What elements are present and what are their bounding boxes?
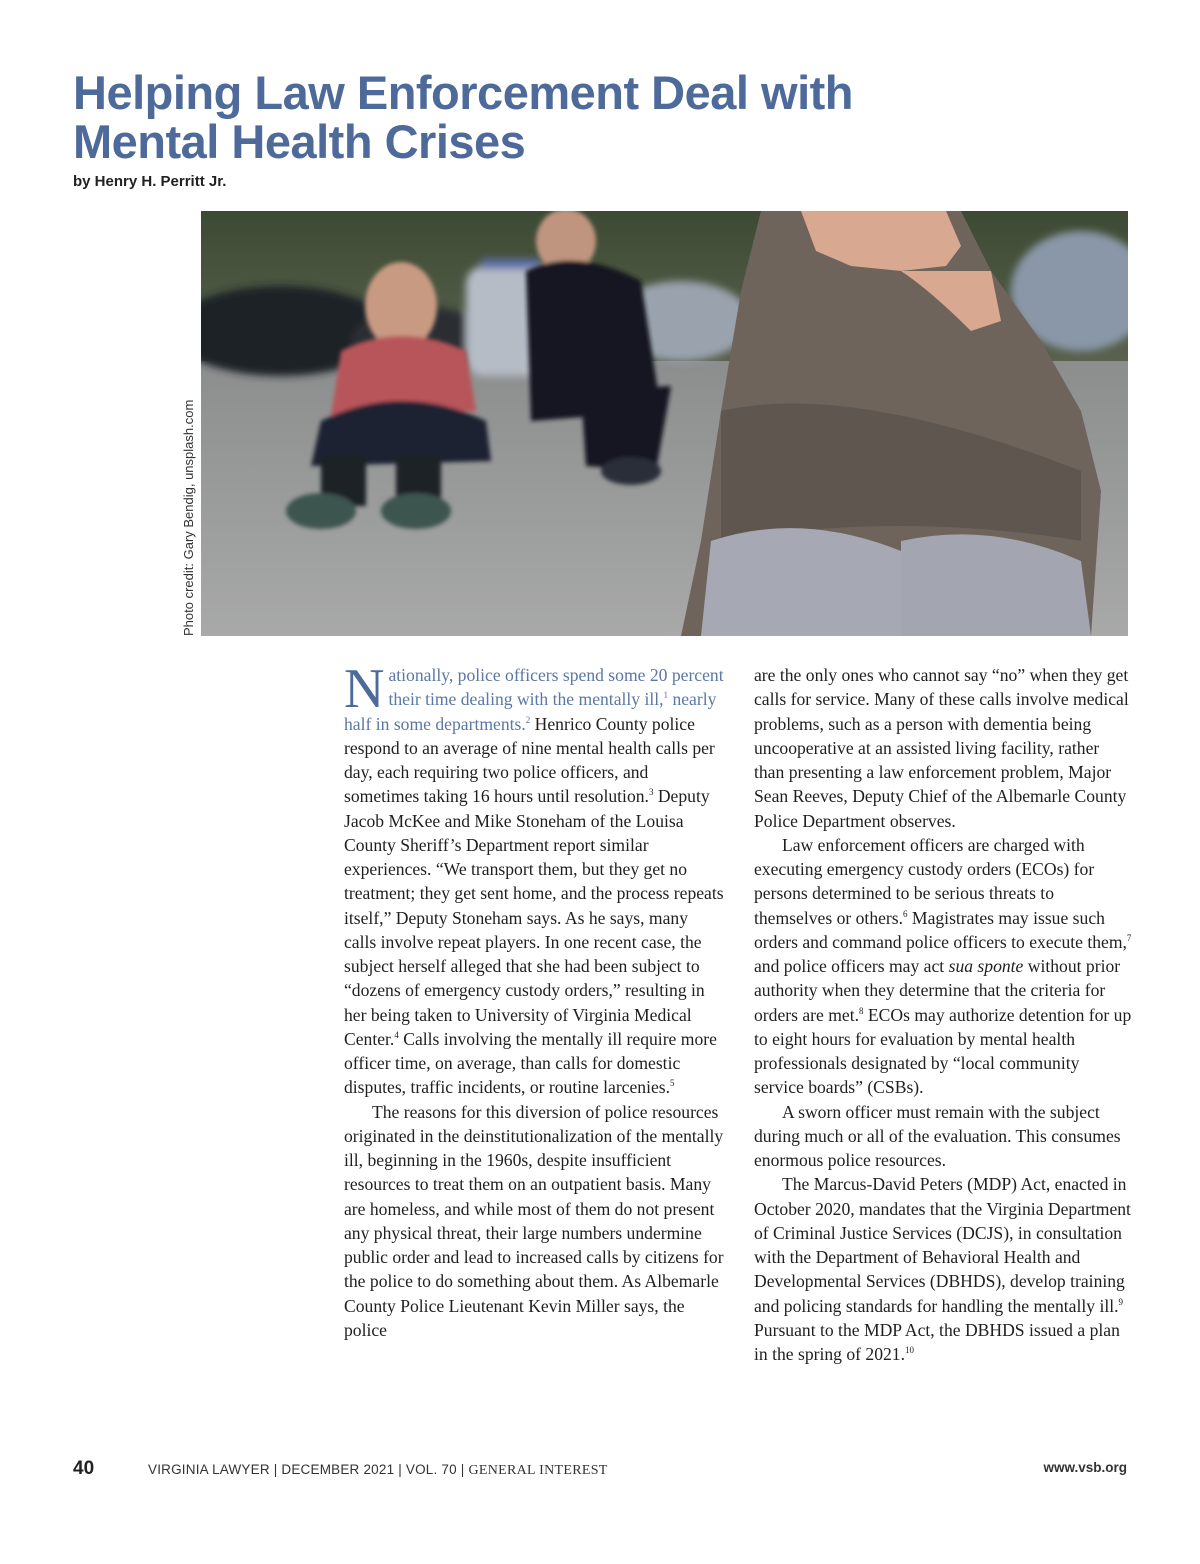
page-footer (73, 1458, 1127, 1482)
footnote-ref-4: 4 (394, 1029, 399, 1040)
footnote-ref-2: 2 (525, 714, 531, 725)
footnote-ref-10: 10 (905, 1345, 914, 1355)
title-line-1: Helping Law Enforcement Deal with (73, 66, 853, 119)
body-column-1 (344, 658, 724, 1342)
latin-term: sua sponte (948, 956, 1024, 976)
paragraph-3-text-d: without prior authority when they determine that the criteria for orders are met. (754, 956, 1121, 1025)
drop-cap: N (344, 658, 385, 720)
lead-in-text: ationally, police officers spend some 20 percent their time dealing with the mentally ill, (388, 665, 724, 710)
article-photo (201, 211, 1128, 636)
footnote-ref-9: 9 (1118, 1296, 1124, 1307)
footnote-ref-5: 5 (670, 1078, 675, 1089)
paragraph-1-text-a: Henrico County police respond to an average of nine mental health calls per day, each requiring two police officers, and sometimes taking 16 hours until resolution. (344, 713, 715, 807)
paragraph-5-text-b: Pursuant to the MDP Act, the DBHDS issued a plan in the spring of 2021. (754, 1319, 1120, 1364)
magazine-info (148, 1462, 608, 1479)
paragraph-1 (344, 658, 724, 1100)
article-title (73, 68, 1073, 166)
paragraph-5-text-a: The Marcus-David Peters (MDP) Act, enacted in October 2020, mandates that the Virginia Department of Criminal Justice Services (DCJS), in consultation with the Department of Behavioral Health and Developmental Services (DBHDS), develop training and policing standards for handling the mentally ill. (754, 1174, 1131, 1316)
section-name: GENERAL INTEREST (468, 1463, 608, 1478)
paragraph-1-text-c: Calls involving the mentally ill require more officer time, on average, than calls for domestic disputes, traffic incidents, or routine larcenies. (344, 1028, 717, 1098)
byline: by Henry H. Perritt Jr. (73, 173, 227, 190)
paragraph-3-text-a: Law enforcement officers are charged with executing emergency custody orders (ECOs) for persons determined to be serious threats to themselves or others. (754, 834, 1095, 928)
paragraph-3 (754, 833, 1132, 1100)
title-line-2: Mental Health Crises (73, 115, 526, 168)
footnote-ref-6: 6 (903, 908, 908, 919)
paragraph-2-continued: are the only ones who cannot say “no” when they get calls for service. Many of these calls involve medical problems, such as a person with dementia being uncooperative at an assisted living facility, rather than presenting a law enforcement problem, Major Sean Reeves, Deputy Chief of the Albemarle County Police Department observes. (754, 665, 1129, 831)
page-number: 40 (73, 1458, 95, 1479)
footnote-ref-1: 1 (663, 690, 669, 701)
lead-in-text-2: nearly half in some departments. (344, 689, 717, 734)
paragraph-4: A sworn officer must remain with the subject during much or all of the evaluation. This consumes enormous police resources. (754, 1101, 1121, 1170)
magazine-issue: VIRGINIA LAWYER | DECEMBER 2021 | VOL. 70 | (148, 1462, 469, 1477)
paragraph-3-text-b: Magistrates may issue such orders and command police officers to execute them, (754, 907, 1127, 952)
photo-credit: Photo credit: Gary Bendig, unsplash.com (181, 399, 196, 636)
paragraph-1-text-b: Deputy Jacob McKee and Mike Stoneham of the Louisa County Sheriff’s Department report similar experiences. “We transport them, but they get no treatment; they get sent home, and the process repeats itself,” Deputy Stoneham says. As he says, many calls involve repeat players. In one recent case, the subject herself alleged that she had been subject to “dozens of emergency custody orders,” resulting in her being taken to University of Virginia Medical Center. (344, 786, 724, 1049)
paragraph-2: The reasons for this diversion of police resources originated in the deinstitutionalization of the mentally ill, beginning in the 1960s, despite insufficient resources to treat them on an outpatient basis. Many are homeless, and while most of them do not present any physical threat, their large numbers undermine public order and lead to increased calls by citizens for the police to do something about them. As Albemarle County Police Lieutenant Kevin Miller says, the police (344, 1101, 724, 1340)
footnote-ref-7: 7 (1126, 932, 1132, 943)
paragraph-3-text-e: ECOs may authorize detention for up to eight hours for evaluation by mental health professionals designated by “local community service boards” (CSBs). (754, 1004, 1132, 1098)
footnote-ref-8: 8 (859, 1005, 864, 1016)
paragraph-3-text-c: and police officers may act (754, 956, 949, 976)
footnote-ref-3: 3 (648, 787, 654, 798)
website-link[interactable]: www.vsb.org (1043, 1460, 1127, 1475)
body-column-2 (754, 663, 1132, 1366)
paragraph-5 (754, 1172, 1132, 1366)
